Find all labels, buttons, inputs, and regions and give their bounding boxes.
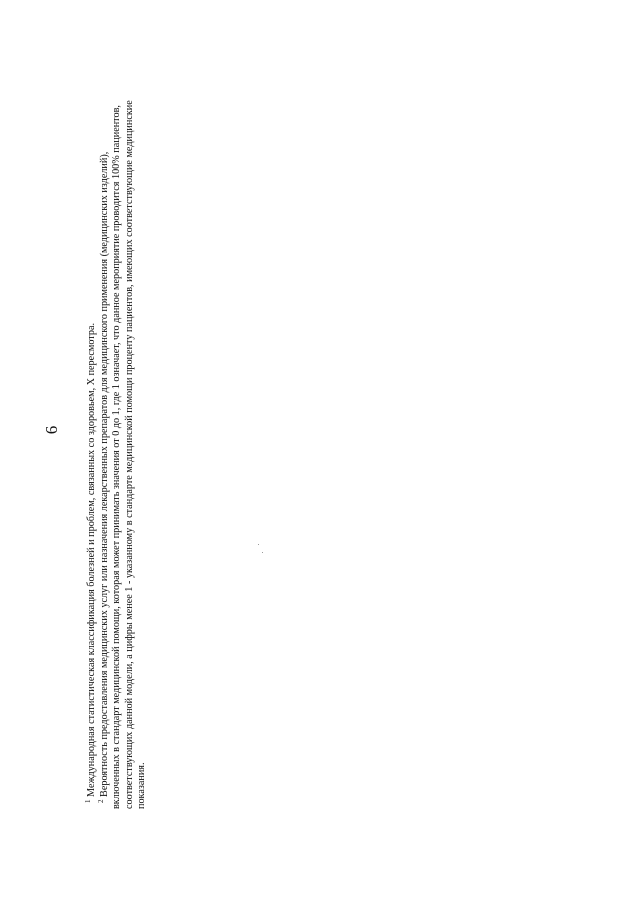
footnote-2-line-3: соответствующих данной модели, а цифры менее 1 - указанному в стандарте медицинской помощи проценту пациентов, имеющих соответствующие медицинские <box>123 100 135 809</box>
footnote-1 <box>86 109 99 809</box>
footnote-2 <box>96 109 112 809</box>
footnotes-block <box>84 100 149 809</box>
scan-speck <box>262 552 263 553</box>
footnote-2-line-2: включенных в стандарт медицинской помощи, которая может принимать значения от 0 до 1, где 1 означает, что данное мероприятие проводится 100% пациентов, <box>111 105 123 809</box>
footnote-2-line-1: Вероятность предоставления медицинских услуг или назначения лекарственных препаратов для медицинского применения (медицинских изделий), <box>98 151 110 797</box>
footnote-1-text: Международная статистическая классификация болезней и проблем, связанных со здоровьем, X пересмотра. <box>86 322 97 797</box>
footnote-2-mark: 2 <box>96 799 105 803</box>
footnote-2-line-4: показания. <box>136 762 148 809</box>
scan-speck <box>258 544 259 545</box>
page-number: 6 <box>42 425 61 435</box>
footnote-1-mark: 1 <box>84 799 92 803</box>
